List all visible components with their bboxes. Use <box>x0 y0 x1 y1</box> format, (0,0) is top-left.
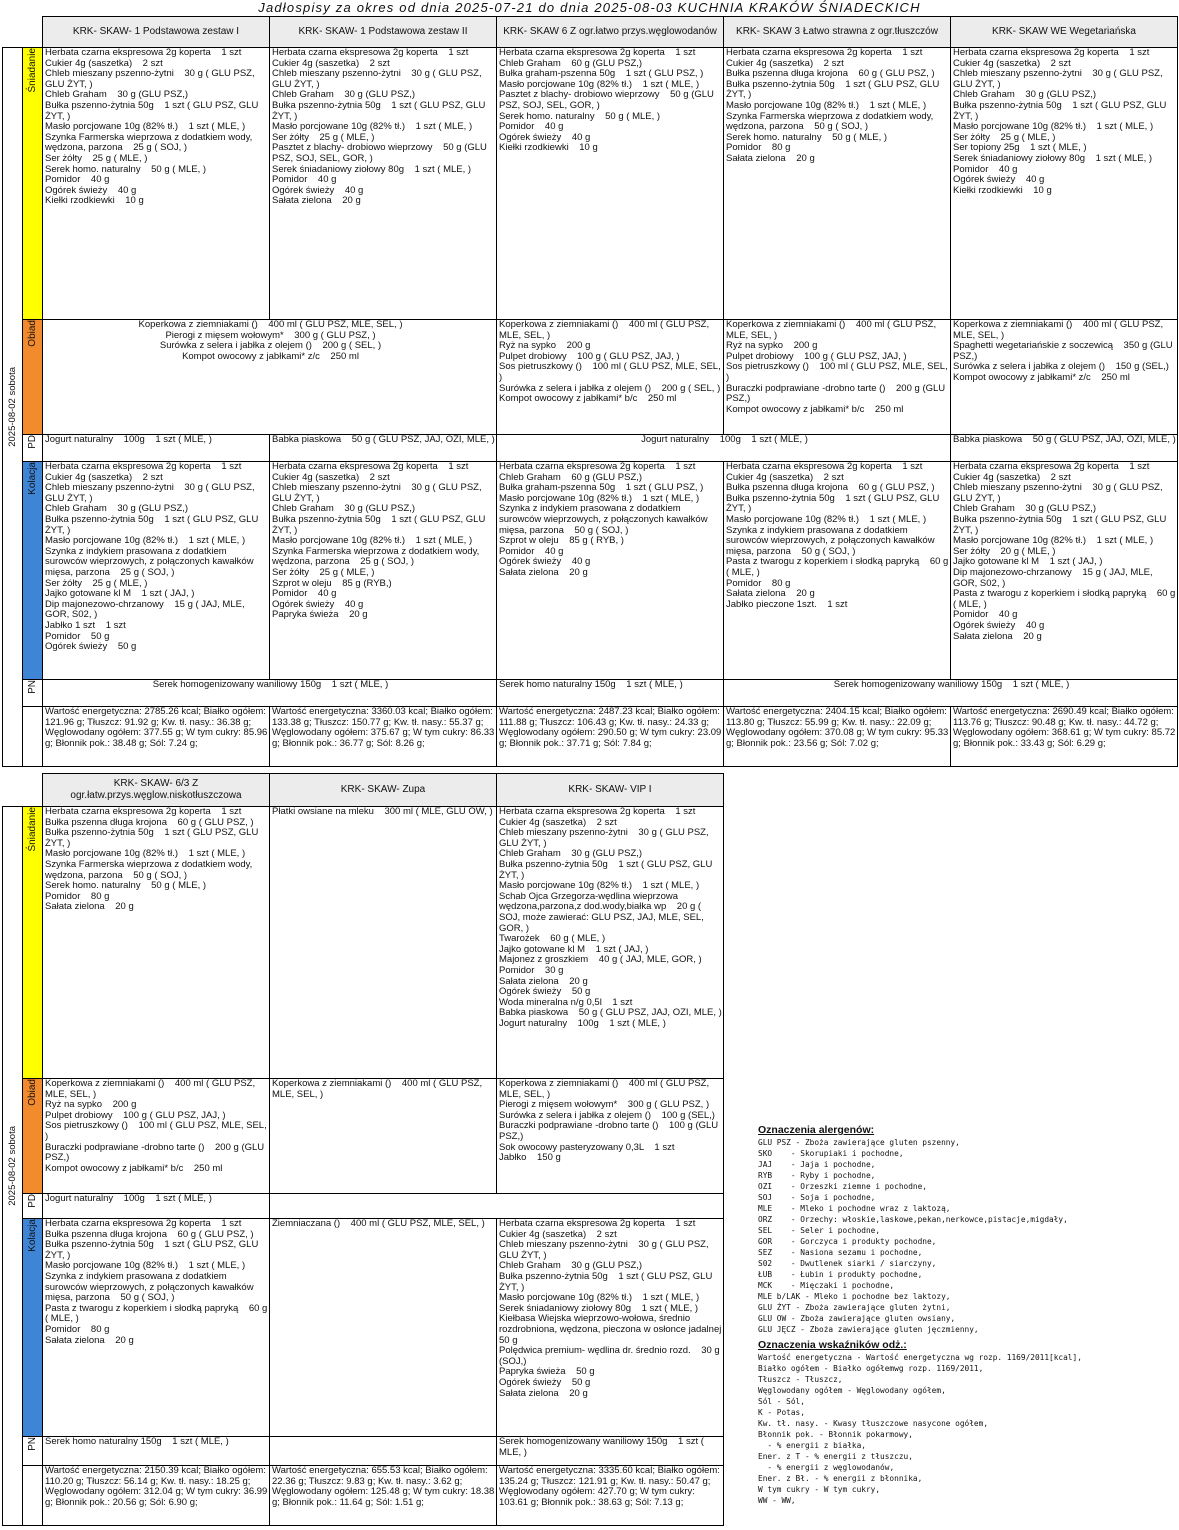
nutrition-cell: Wartość energetyczna: 2785.26 kcal; Białko ogółem: 121.96 g; Tłuszcz: 91.92 g; Kw. tł. nasy.: 36.38 g; Węglowodany ogółem: 377.55 g; W tym cukry: 85.96 g; Błonnik pok.: 38.48 g; Sól: 7.24 g; <box>43 707 270 767</box>
nutrition-cell: Wartość energetyczna: 655.53 kcal; Białko ogółem: 22.36 g; Tłuszcz: 9.83 g; Kw. tł. nasy.: 3.62 g; Węglowodany ogółem: 125.48 g; W tym cukry: 18.38 g; Błonnik pok.: 11.64 g; Sól: 1.51 g; <box>270 1466 497 1526</box>
meal-label-pd: PD <box>23 435 43 462</box>
column-header: KRK- SKAW- 6/3 Z ogr.łatw.przys.węglow.niskotłuszczowa <box>43 774 270 807</box>
page-title: Jadłospisy za okres od dnia 2025-07-21 do dnia 2025-08-03 KUCHNIA KRAKÓW ŚNIADECKICH <box>258 0 921 15</box>
meal-label-empty <box>23 707 43 767</box>
menu-cell: Herbata czarna ekspresowa 2g koperta 1 szt Cukier 4g (saszetka) 2 szt Chleb mieszany pszenno-żytni 30 g ( GLU PSZ, GLU ŻYT, ) Chleb Graham 30 g (GLU PSZ,) Bułka pszenno-żytnia 50g 1 szt ( GLU PSZ, GLU ŻYT, ) Masło porcjowane 10g (82% tł.) 1 szt ( MLE, ) Szynka z indykiem prasowana z dodatkiem surowców wieprzowych, z połączonych kawałków mięsa, parzona 25 g ( SOJ, ) Ser żółty 25 g ( MLE, ) Jajko gotowane kl M 1 szt ( JAJ, ) Dip majonezowo-chrzanowy 15 g ( JAJ, MLE, GOR, S02, ) Jabłko 1 szt 1 szt Pomidor 50 g Ogórek świeży 50 g <box>43 462 270 680</box>
menu-cell: Koperkowa z ziemniakami () 400 ml ( GLU PSZ, MLE, SEL, ) Ryż na sypko 200 g Pulpet drobiowy 100 g ( GLU PSZ, JAJ, ) Sos pietruszkowy () 100 ml ( GLU PSZ, MLE, SEL, ) Surówka z selera i jabłka z olejem () 200 g ( SEL, ) Kompot owocowy z jabłkami* b/c 250 ml <box>497 320 724 435</box>
column-header: KRK- SKAW- Zupa <box>270 774 497 807</box>
menu-cell: Herbata czarna ekspresowa 2g koperta 1 szt Cukier 4g (saszetka) 2 szt Chleb mieszany pszenno-żytni 30 g ( GLU PSZ, GLU ŻYT, ) Chleb Graham 30 g (GLU PSZ,) Bułka pszenno-żytnia 50g 1 szt ( GLU PSZ, GLU ŻYT, ) Masło porcjowane 10g (82% tł.) 1 szt ( MLE, ) Ser żółty 20 g ( MLE, ) Jajko gotowane kl M 1 szt ( JAJ, ) Dip majonezowo-chrzanowy 15 g ( JAJ, MLE, GOR, S02, ) Pasta z twarogu z koperkiem i słodką papryką 60 g ( MLE, ) Pomidor 40 g Ogórek świeży 40 g Sałata zielona 20 g <box>951 462 1178 680</box>
menu-cell: Ziemniaczana () 400 ml ( GLU PSZ, MLE, SEL, ) <box>270 1219 497 1437</box>
nutrition-cell: Wartość energetyczna: 2150.39 kcal; Białko ogółem: 110.20 g; Tłuszcz: 56.14 g; Kw. tł. nasy.: 18.25 g; Węglowodany ogółem: 312.04 g; W tym cukry: 36.99 g; Błonnik pok.: 20.56 g; Sól: 6.90 g; <box>43 1466 270 1526</box>
menu-cell: Płatki owsiane na mleku 300 ml ( MLE, GLU OW, ) <box>270 807 497 1079</box>
day-label: 2025-08-02 sobota <box>3 48 23 767</box>
column-header: KRK- SKAW 6 Z ogr.łatwo przys.węglowodanów <box>497 17 724 48</box>
column-header: KRK- SKAW- VIP I <box>497 774 724 807</box>
meal-label-sniadanie: Śniadanie <box>23 807 43 1079</box>
menu-cell: Koperkowa z ziemniakami () 400 ml ( GLU PSZ, MLE, SEL, ) Pierogi z mięsem wołowym* 300 g ( GLU PSZ, ) Surówka z selera i jabłka z olejem () 200 g ( SEL, ) Kompot owocowy z jabłkami* z/c 250 ml <box>43 320 497 435</box>
meal-label-pn: PN <box>23 1437 43 1466</box>
menu-cell: Herbata czarna ekspresowa 2g koperta 1 szt Cukier 4g (saszetka) 2 szt Bułka pszenna długa krojona 60 g ( GLU PSZ, ) Bułka pszenno-żytnia 50g 1 szt ( GLU PSZ, GLU ŻYT, ) Masło porcjowane 10g (82% tł.) 1 szt ( MLE, ) Szynka Farmerska wieprzowa z dodatkiem wody, wędzona, parzona 50 g ( SOJ, ) Serek homo. naturalny 50 g ( MLE, ) Pomidor 80 g Sałata zielona 20 g <box>724 48 951 320</box>
nutrition-cell: Wartość energetyczna: 2404.15 kcal; Białko ogółem: 113.80 g; Tłuszcz: 55.99 g; Kw. tł. nasy.: 22.09 g; Węglowodany ogółem: 370.08 g; W tym cukry: 95.33 g; Błonnik pok.: 23.56 g; Sól: 7.02 g; <box>724 707 951 767</box>
menu-cell: Herbata czarna ekspresowa 2g koperta 1 szt Cukier 4g (saszetka) 2 szt Chleb mieszany pszenno-żytni 30 g ( GLU PSZ, GLU ŻYT, ) Chleb Graham 30 g (GLU PSZ,) Bułka pszenno-żytnia 50g 1 szt ( GLU PSZ, GLU ŻYT, ) Masło porcjowane 10g (82% tł.) 1 szt ( MLE, ) Schab Ojca Grzegorza-wędlina wieprzowa wędzona,parzona,z dod.wody,białka wp 20 g ( SOJ, może zawierać: GLU PSZ, JAJ, MLE, SEL, GOR, ) Twarożek 60 g ( MLE, ) Jajko gotowane kl M 1 szt ( JAJ, ) Majonez z groszkiem 40 g ( JAJ, MLE, GOR, ) Pomidor 30 g Sałata zielona 20 g Ogórek świeży 50 g Woda mineralna n/g 0,5l 1 szt Babka piaskowa 50 g ( GLU PSZ, JAJ, OZI, MLE, ) Jogurt naturalny 100g 1 szt ( MLE, ) <box>497 807 724 1079</box>
meal-label-obiad: Obiad <box>23 1079 43 1194</box>
meal-label-pn: PN <box>23 680 43 707</box>
menu-cell: Koperkowa z ziemniakami () 400 ml ( GLU PSZ, MLE, SEL, ) <box>270 1079 497 1194</box>
menu-cell: Herbata czarna ekspresowa 2g koperta 1 szt Cukier 4g (saszetka) 2 szt Chleb mieszany pszenno-żytni 30 g ( GLU PSZ, GLU ŻYT, ) Chleb Graham 30 g (GLU PSZ,) Bułka pszenno-żytnia 50g 1 szt ( GLU PSZ, GLU ŻYT, ) Masło porcjowane 10g (82% tł.) 1 szt ( MLE, ) Ser żółty 25 g ( MLE, ) Ser topiony 25g 1 szt ( MLE, ) Serek śniadaniowy ziołowy 80g 1 szt ( MLE, ) Pomidor 40 g Ogórek świeży 40 g Kiełki rzodkiewki 10 g <box>951 48 1178 320</box>
column-header: KRK- SKAW 3 Łatwo strawna z ogr.tłuszczów <box>724 17 951 48</box>
meal-label-pd: PD <box>23 1194 43 1219</box>
menu-cell: Herbata czarna ekspresowa 2g koperta 1 szt Bułka pszenna długa krojona 60 g ( GLU PSZ, ) Bułka pszenno-żytnia 50g 1 szt ( GLU PSZ, GLU ŻYT, ) Masło porcjowane 10g (82% tł.) 1 szt ( MLE, ) Szynka z indykiem prasowana z dodatkiem surowców wieprzowych, z połączonych kawałków mięsa, parzona 50 g ( SOJ, ) Pasta z twarogu z koperkiem i słodką papryką 60 g ( MLE, ) Pomidor 80 g Sałata zielona 20 g <box>43 1219 270 1437</box>
meal-label-obiad: Obiad <box>23 320 43 435</box>
menu-cell: Herbata czarna ekspresowa 2g koperta 1 szt Chleb Graham 60 g (GLU PSZ,) Bułka graham-pszenna 50g 1 szt ( GLU PSZ, ) Masło porcjowane 10g (82% tł.) 1 szt ( MLE, ) Pasztet z blachy- drobiowo wieprzowy 50 g (GLU PSZ, SOJ, SEL, GOR, ) Serek homo. naturalny 50 g ( MLE, ) Pomidor 40 g Ogórek świeży 40 g Kiełki rzodkiewki 10 g <box>497 48 724 320</box>
allergen-legend-title: Oznaczenia alergenów: <box>758 1124 875 1136</box>
column-header: KRK- SKAW WE Wegetariańska <box>951 17 1178 48</box>
meal-label-kolacja: Kolacja <box>23 462 43 680</box>
menu-cell <box>270 1437 497 1466</box>
menu-cell: Herbata czarna ekspresowa 2g koperta 1 szt Cukier 4g (saszetka) 2 szt Chleb mieszany pszenno-żytni 30 g ( GLU PSZ, GLU ŻYT, ) Chleb Graham 30 g (GLU PSZ,) Bułka pszenno-żytnia 50g 1 szt ( GLU PSZ, GLU ŻYT, ) Masło porcjowane 10g (82% tł.) 1 szt ( MLE, ) Serek śniadaniowy ziołowy 80g 1 szt ( MLE, ) Kiełbasa Wiejska wieprzowo-wołowa, średnio rozdrobniona, wędzona, pieczona w osłonce jadalnej 50 g Polędwica premium- wędlina dr. średnio rozd. 30 g (SOJ,) Papryka świeża 50 g Ogórek świeży 50 g Sałata zielona 20 g <box>497 1219 724 1437</box>
meal-label-sniadanie: Śniadanie <box>23 48 43 320</box>
column-header: KRK- SKAW- 1 Podstawowa zestaw II <box>270 17 497 48</box>
menu-cell: Koperkowa z ziemniakami () 400 ml ( GLU PSZ, MLE, SEL, ) Spaghetti wegetariańskie z soczewicą 350 g (GLU PSZ,) Surówka z selera i jabłka z olejem () 150 g (SEL,) Kompot owocowy z jabłkami* z/c 250 ml <box>951 320 1178 435</box>
menu-cell: Herbata czarna ekspresowa 2g koperta 1 szt Chleb Graham 60 g (GLU PSZ,) Bułka graham-pszenna 50g 1 szt ( GLU PSZ, ) Masło porcjowane 10g (82% tł.) 1 szt ( MLE, ) Szynka z indykiem prasowana z dodatkiem surowców wieprzowych, z połączonych kawałków mięsa, parzona 50 g ( SOJ, ) Szprot w oleju 85 g ( RYB, ) Pomidor 40 g Ogórek świeży 40 g Sałata zielona 20 g <box>497 462 724 680</box>
menu-cell: Herbata czarna ekspresowa 2g koperta 1 szt Cukier 4g (saszetka) 2 szt Chleb mieszany pszenno-żytni 30 g ( GLU PSZ, GLU ŻYT, ) Chleb Graham 30 g (GLU PSZ,) Bułka pszenno-żytnia 50g 1 szt ( GLU PSZ, GLU ŻYT, ) Masło porcjowane 10g (82% tł.) 1 szt ( MLE, ) Szynka Farmerska wieprzowa z dodatkiem wody, wędzona, parzona 25 g ( SOJ, ) Ser żółty 25 g ( MLE, ) Szprot w oleju 85 g (RYB,) Pomidor 40 g Ogórek świeży 40 g Papryka świeża 20 g <box>270 462 497 680</box>
menu-cell: Serek homogenizowany waniliowy 150g 1 szt ( MLE, ) <box>724 680 1178 707</box>
menu-cell <box>270 1194 724 1219</box>
menu-cell: Jogurt naturalny 100g 1 szt ( MLE, ) <box>497 435 951 462</box>
menu-cell: Jogurt naturalny 100g 1 szt ( MLE, ) <box>43 435 270 462</box>
menu-cell: Serek homo naturalny 150g 1 szt ( MLE, ) <box>497 680 724 707</box>
legend <box>758 1124 1173 1506</box>
meal-label-empty <box>23 1466 43 1526</box>
menu-cell: Herbata czarna ekspresowa 2g koperta 1 szt Cukier 4g (saszetka) 2 szt Chleb mieszany pszenno-żytni 30 g ( GLU PSZ, GLU ŻYT, ) Chleb Graham 30 g (GLU PSZ,) Bułka pszenno-żytnia 50g 1 szt ( GLU PSZ, GLU ŻYT, ) Masło porcjowane 10g (82% tł.) 1 szt ( MLE, ) Ser żółty 25 g ( MLE, ) Pasztet z blachy- drobiowo wieprzowy 50 g (GLU PSZ, SOJ, SEL, GOR, ) Serek śniadaniowy ziołowy 80g 1 szt ( MLE, ) Pomidor 40 g Ogórek świeży 40 g Sałata zielona 20 g <box>270 48 497 320</box>
menu-table-top <box>2 16 1178 767</box>
menu-table-bottom <box>2 773 724 1526</box>
menu-cell: Koperkowa z ziemniakami () 400 ml ( GLU PSZ, MLE, SEL, ) Ryż na sypko 200 g Pulpet drobiowy 100 g ( GLU PSZ, JAJ, ) Sos pietruszkowy () 100 ml ( GLU PSZ, MLE, SEL, ) Buraczki podprawiane -drobno tarte () 200 g (GLU PSZ,) Kompot owocowy z jabłkami* b/c 250 ml <box>724 320 951 435</box>
menu-cell: Koperkowa z ziemniakami () 400 ml ( GLU PSZ, MLE, SEL, ) Pierogi z mięsem wołowym* 300 g ( GLU PSZ, ) Surówka z selera i jabłka z olejem () 100 g (SEL,) Buraczki podprawiane -drobno tarte () 100 g (GLU PSZ,) Sok owocowy pasteryzowany 0,3L 1 szt Jabłko 150 g <box>497 1079 724 1194</box>
menu-cell: Serek homo naturalny 150g 1 szt ( MLE, ) <box>43 1437 270 1466</box>
menu-cell: Koperkowa z ziemniakami () 400 ml ( GLU PSZ, MLE, SEL, ) Ryż na sypko 200 g Pulpet drobiowy 100 g ( GLU PSZ, JAJ, ) Sos pietruszkowy () 100 ml ( GLU PSZ, MLE, SEL, ) Buraczki podprawiane -drobno tarte () 200 g (GLU PSZ,) Kompot owocowy z jabłkami* b/c 250 ml <box>43 1079 270 1194</box>
menu-cell: Babka piaskowa 50 g ( GLU PSZ, JAJ, OZI, MLE, ) <box>951 435 1178 462</box>
menu-cell: Serek homogenizowany waniliowy 150g 1 szt ( MLE, ) <box>497 1437 724 1466</box>
menu-cell: Serek homogenizowany waniliowy 150g 1 szt ( MLE, ) <box>43 680 497 707</box>
menu-cell: Herbata czarna ekspresowa 2g koperta 1 szt Cukier 4g (saszetka) 2 szt Chleb mieszany pszenno-żytni 30 g ( GLU PSZ, GLU ŻYT, ) Chleb Graham 30 g (GLU PSZ,) Bułka pszenno-żytnia 50g 1 szt ( GLU PSZ, GLU ŻYT, ) Masło porcjowane 10g (82% tł.) 1 szt ( MLE, ) Szynka Farmerska wieprzowa z dodatkiem wody, wędzona, parzona 25 g ( SOJ, ) Ser żółty 25 g ( MLE, ) Serek homo. naturalny 50 g ( MLE, ) Pomidor 40 g Ogórek świeży 40 g Kiełki rzodkiewki 10 g <box>43 48 270 320</box>
nutrition-cell: Wartość energetyczna: 3335.60 kcal; Białko ogółem: 135.24 g; Tłuszcz: 121.91 g; Kw. tł. nasy.: 50.47 g; Węglowodany ogółem: 427.70 g; W tym cukry: 103.61 g; Błonnik pok.: 38.63 g; Sól: 7.13 g; <box>497 1466 724 1526</box>
nutrition-cell: Wartość energetyczna: 3360.03 kcal; Białko ogółem: 133.38 g; Tłuszcz: 150.77 g; Kw. tł. nasy.: 55.37 g; Węglowodany ogółem: 375.67 g; W tym cukry: 86.33 g; Błonnik pok.: 36.77 g; Sól: 8.26 g; <box>270 707 497 767</box>
allergen-legend-list: GLU PSZ - Zboża zawierające gluten pszenny, SKO - Skorupiaki i pochodne, JAJ - Jaja i pochodne, RYB - Ryby i pochodne, OZI - Orzeszki ziemne i pochodne, SOJ - Soja i pochodne, MLE - Mleko i pochodne wraz z laktozą, ORZ - Orzechy: włoskie,laskowe,pekan,nerkowce,pistacje,migdały, SEL - Seler i pochodne, GOR - Gorczyca i produkty pochodne, SEZ - Nasiona sezamu i pochodne, S02 - Dwutlenek siarki / siarczyny, ŁUB - Łubin i produkty pochodne, MCK - Mięczaki i pochodne, MLE b/LAK - Mleko i pochodne bez laktozy, GLU ŻYT - Zboża zawierające gluten żytni, GLU OW - Zboża zawierające gluten owsiany, GLU JĘCZ - Zboża zawierające gluten jęczmienny, <box>758 1138 1068 1334</box>
menu-cell: Babka piaskowa 50 g ( GLU PSZ, JAJ, OZI, MLE, ) <box>270 435 497 462</box>
nutrition-cell: Wartość energetyczna: 2690.49 kcal; Białko ogółem: 113.76 g; Tłuszcz: 90.48 g; Kw. tł. nasy.: 44.72 g; Węglowodany ogółem: 368.61 g; W tym cukry: 85.72 g; Błonnik pok.: 33.43 g; Sól: 6.29 g; <box>951 707 1178 767</box>
menu-cell: Herbata czarna ekspresowa 2g koperta 1 szt Cukier 4g (saszetka) 2 szt Bułka pszenna długa krojona 60 g ( GLU PSZ, ) Bułka pszenno-żytnia 50g 1 szt ( GLU PSZ, GLU ŻYT, ) Masło porcjowane 10g (82% tł.) 1 szt ( MLE, ) Szynka z indykiem prasowana z dodatkiem surowców wieprzowych, z połączonych kawałków mięsa, parzona 50 g ( SOJ, ) Pasta z twarogu z koperkiem i słodką papryką 60 g ( MLE, ) Pomidor 80 g Sałata zielona 20 g Jabłko pieczone 1szt. 1 szt <box>724 462 951 680</box>
indicator-legend-list: Wartość energetyczna - Wartość energetyczna wg rozp. 1169/2011[kcal], Białko ogółem - Białko ogółemwg rozp. 1169/2011, Tłuszcz - Tłuszcz, Węglowodany ogółem - Węglowodany ogółem, Sól - Sól, K - Potas, Kw. tł. nasy. - Kwasy tłuszczowe nasycone ogółem, Błonnik pok. - Błonnik pokarmowy, - % energii z białka, Ener. z T - % energii z tłuszczu, - % energii z węglowodanów, Ener. z Bł. - % energii z błonnika, W tym cukry - W tym cukry, WW - WW, <box>758 1353 1082 1505</box>
menu-cell: Jogurt naturalny 100g 1 szt ( MLE, ) <box>43 1194 270 1219</box>
nutrition-cell: Wartość energetyczna: 2487.23 kcal; Białko ogółem: 111.88 g; Tłuszcz: 106.43 g; Kw. tł. nasy.: 24.33 g; Węglowodany ogółem: 290.50 g; W tym cukry: 23.09 g; Błonnik pok.: 37.71 g; Sól: 7.84 g; <box>497 707 724 767</box>
column-header: KRK- SKAW- 1 Podstawowa zestaw I <box>43 17 270 48</box>
meal-label-kolacja: Kolacja <box>23 1219 43 1437</box>
indicator-legend-title: Oznaczenia wskaźników odż.: <box>758 1339 907 1351</box>
menu-cell: Herbata czarna ekspresowa 2g koperta 1 szt Bułka pszenna długa krojona 60 g ( GLU PSZ, ) Bułka pszenno-żytnia 50g 1 szt ( GLU PSZ, GLU ŻYT, ) Masło porcjowane 10g (82% tł.) 1 szt ( MLE, ) Szynka Farmerska wieprzowa z dodatkiem wody, wędzona, parzona 50 g ( SOJ, ) Serek homo. naturalny 50 g ( MLE, ) Pomidor 80 g Sałata zielona 20 g <box>43 807 270 1079</box>
day-label: 2025-08-02 sobota <box>3 807 23 1526</box>
